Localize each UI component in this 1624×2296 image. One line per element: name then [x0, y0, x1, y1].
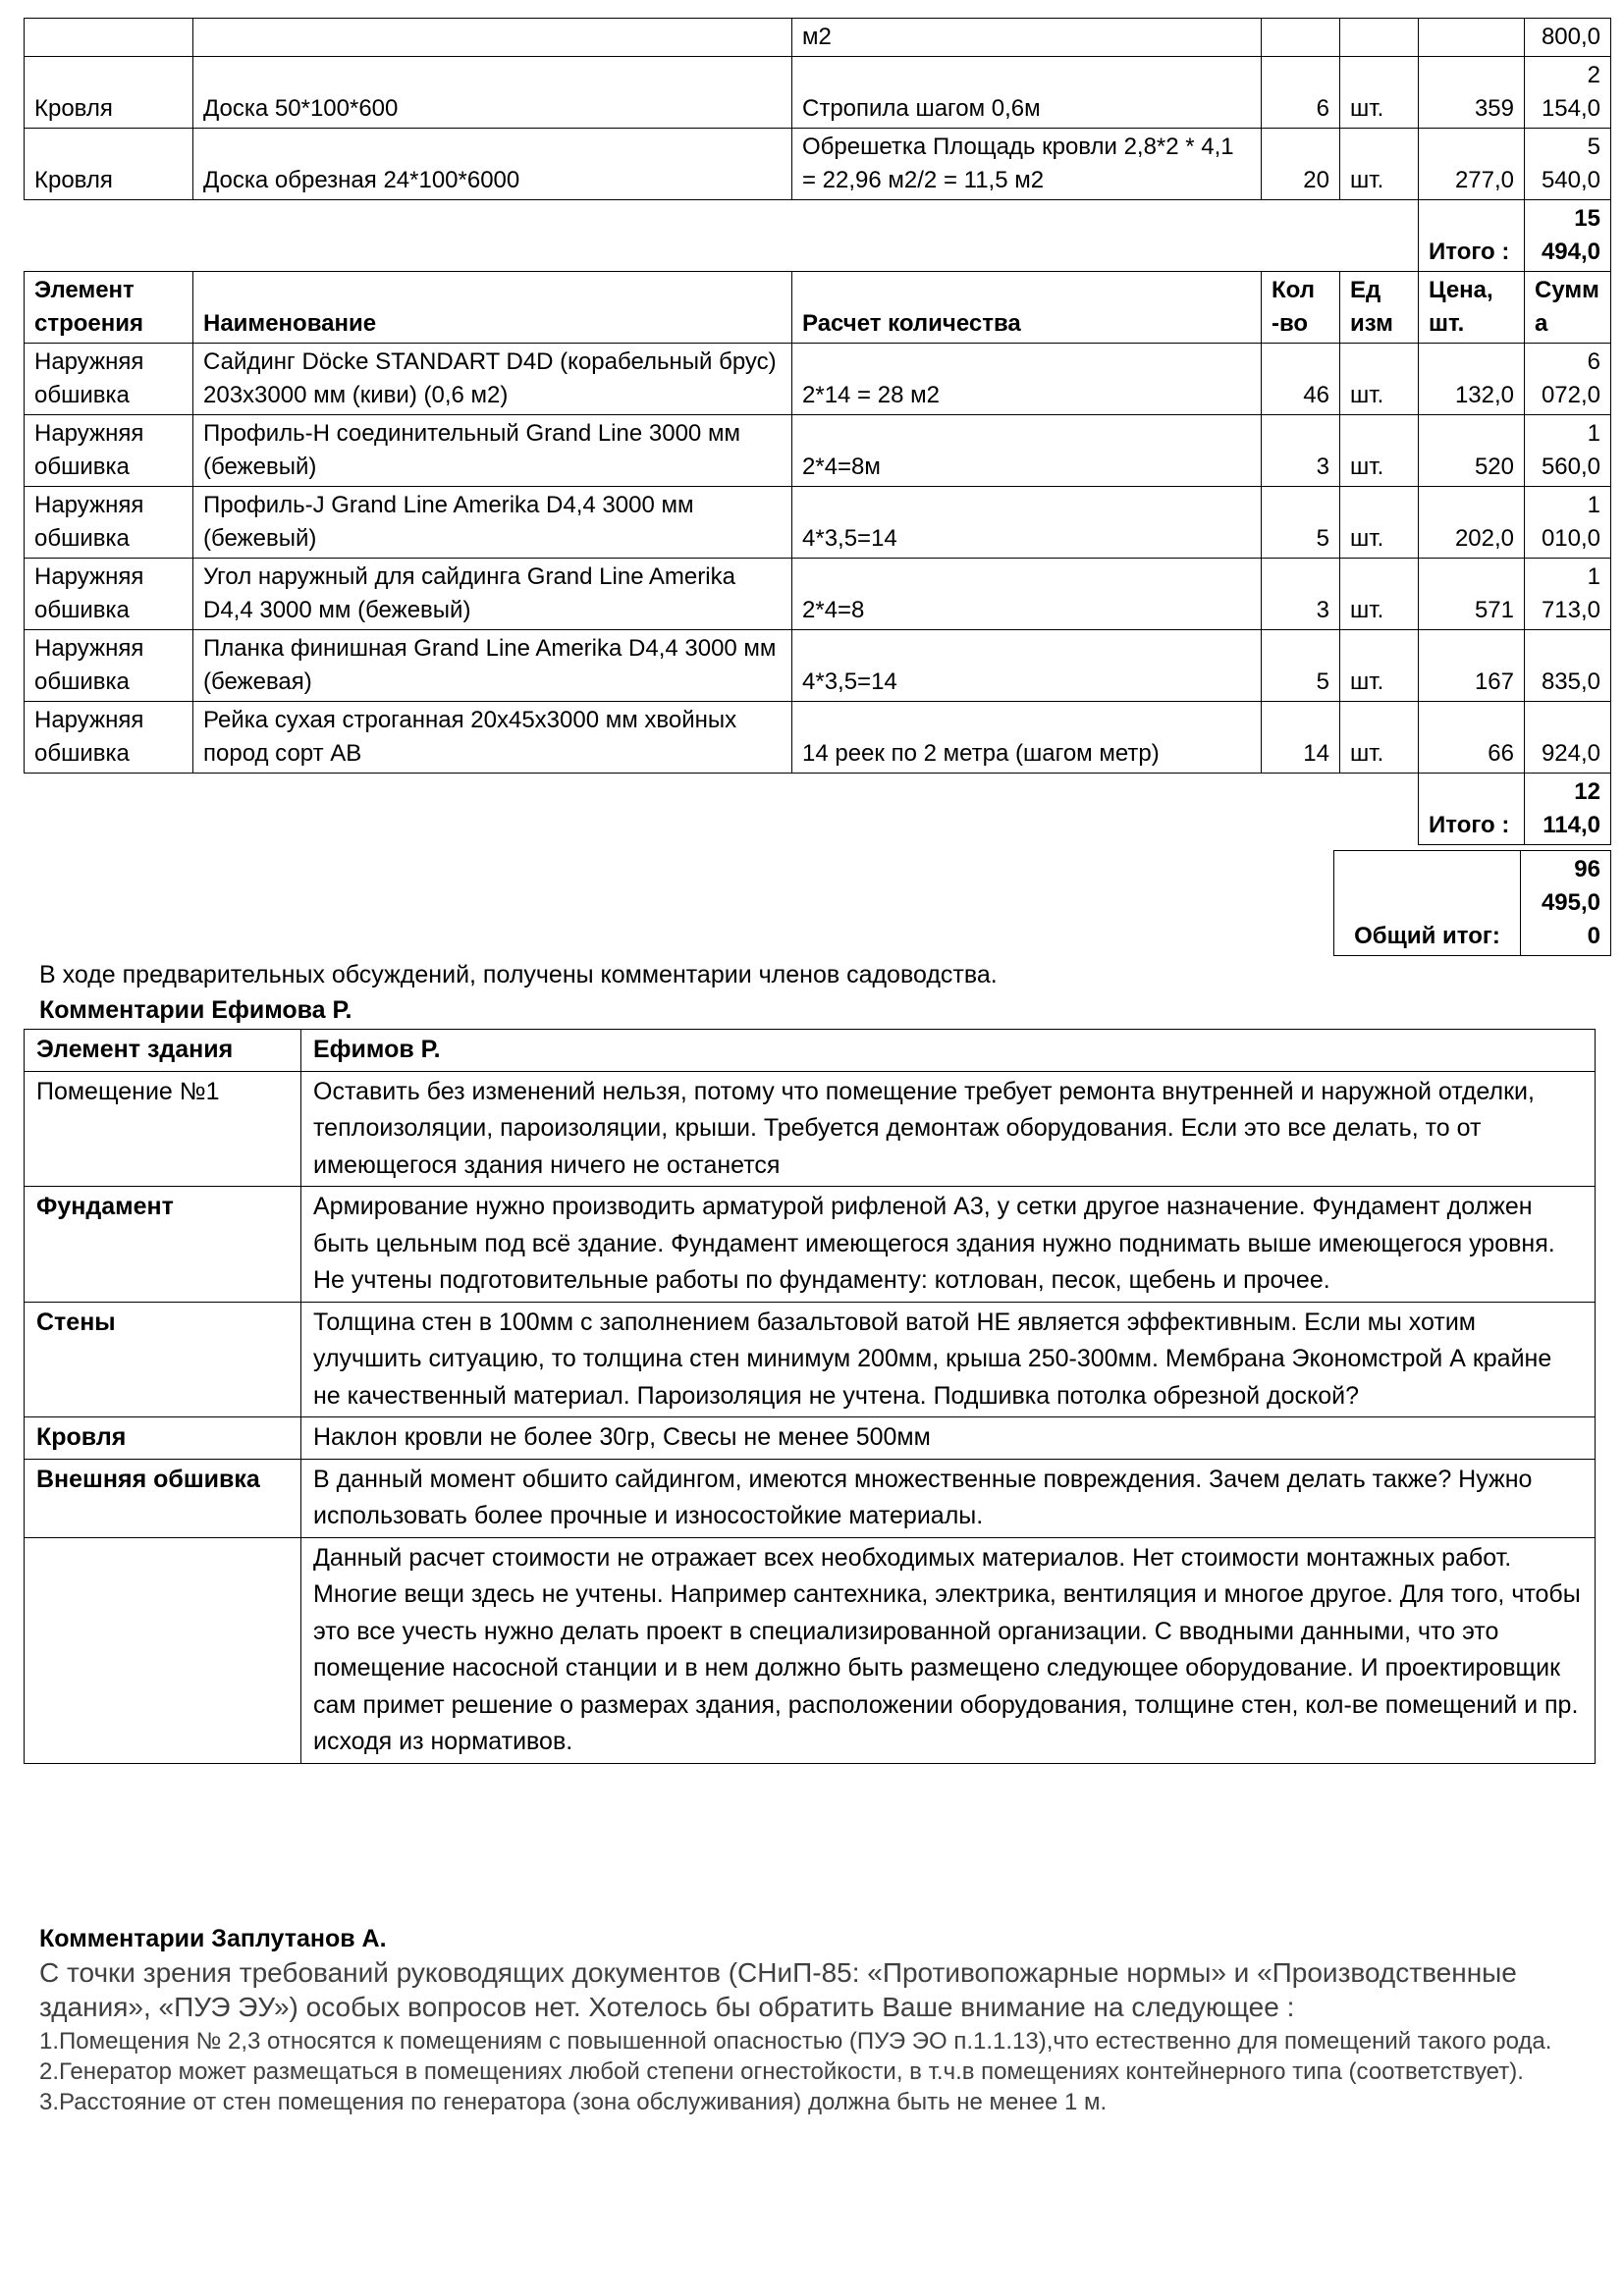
subtotal-value: 12 114,0: [1525, 774, 1611, 845]
cell-element: Наружняя обшивка: [25, 487, 193, 559]
comments-header-row: [25, 1030, 1596, 1072]
cell-name: [193, 19, 792, 57]
table-row: [25, 344, 1611, 415]
cell-unit: [1340, 19, 1419, 57]
cell-unit: шт.: [1340, 702, 1419, 774]
comment-element: Кровля: [25, 1417, 301, 1460]
cell-price: 202,0: [1419, 487, 1525, 559]
cell-name: Профиль-J Grand Line Amerika D4,4 3000 мм (бежевый): [193, 487, 792, 559]
cell-sum: 800,0: [1525, 19, 1611, 57]
subtotal-label: Итого :: [1419, 200, 1525, 272]
comment-row: [25, 1417, 1596, 1460]
cell-qty: 6: [1262, 57, 1340, 129]
table-row: [25, 630, 1611, 702]
cell-element: Наружняя обшивка: [25, 344, 193, 415]
cell-calc: 4*3,5=14: [792, 630, 1262, 702]
table-row: [25, 702, 1611, 774]
col-author-header: Ефимов Р.: [301, 1030, 1596, 1072]
comment-row: [25, 1302, 1596, 1417]
zaplutanov-lead: С точки зрения требований руководящих документов (СНиП-85: «Противопожарные нормы» и «Производственные здания», «ПУЭ ЭУ») особых вопросов нет. Хотелось бы обратить Ваше внимание на следующее :: [39, 1957, 1517, 2022]
cell-name: Планка финишная Grand Line Amerika D4,4 3000 мм (бежевая): [193, 630, 792, 702]
comment-row: [25, 1187, 1596, 1303]
header-qty: Кол -во: [1262, 272, 1340, 344]
table-row: [25, 19, 1611, 57]
cell-unit: шт.: [1340, 630, 1419, 702]
zaplutanov-body: [39, 1955, 1591, 2117]
cell-sum: 1 713,0: [1525, 559, 1611, 630]
cell-element: Наружняя обшивка: [25, 630, 193, 702]
cell-sum: 1 560,0: [1525, 415, 1611, 487]
comment-text: Армирование нужно производить арматурой рифленой А3, у сетки другое назначение. Фундамент должен быть цельным под всё здание. Фундамент имеющегося здания нужно поднимать выше имеющегося уровня. Не учтены подготовительные работы по фундаменту: котлован, песок, щебень и прочее.: [301, 1187, 1596, 1303]
cell-qty: [1262, 19, 1340, 57]
comment-element: Помещение №1: [25, 1071, 301, 1187]
cell-unit: шт.: [1340, 415, 1419, 487]
cell-element: Кровля: [25, 57, 193, 129]
cell-element: Наружняя обшивка: [25, 559, 193, 630]
col-element-header: Элемент здания: [25, 1030, 301, 1072]
cell-calc: 4*3,5=14: [792, 487, 1262, 559]
cell-calc: м2: [792, 19, 1262, 57]
grand-total-label: Общий итог:: [1334, 851, 1521, 956]
header-name: Наименование: [193, 272, 792, 344]
grand-total-table: [1333, 850, 1611, 956]
cell-unit: шт.: [1340, 129, 1419, 200]
cell-price: 167: [1419, 630, 1525, 702]
cell-qty: 3: [1262, 415, 1340, 487]
cell-calc: Стропила шагом 0,6м: [792, 57, 1262, 129]
cell-element: [25, 19, 193, 57]
cell-calc: 2*4=8: [792, 559, 1262, 630]
cell-price: 132,0: [1419, 344, 1525, 415]
cell-unit: шт.: [1340, 487, 1419, 559]
cell-unit: шт.: [1340, 57, 1419, 129]
cell-element: Кровля: [25, 129, 193, 200]
comment-element: Внешняя обшивка: [25, 1459, 301, 1537]
cell-name: Рейка сухая строганная 20х45х3000 мм хвойных пород сорт АВ: [193, 702, 792, 774]
header-element: Элемент строения: [25, 272, 193, 344]
header-unit: Ед изм: [1340, 272, 1419, 344]
table-row: [25, 129, 1611, 200]
cell-calc: 2*14 = 28 м2: [792, 344, 1262, 415]
zaplutanov-items: [39, 2026, 1591, 2117]
cell-element: Наружняя обшивка: [25, 415, 193, 487]
cell-price: 66: [1419, 702, 1525, 774]
zaplutanov-heading: Комментарии Заплутанов А.: [39, 1925, 387, 1952]
cell-price: [1419, 19, 1525, 57]
cell-price: 520: [1419, 415, 1525, 487]
comments-body: [25, 1071, 1596, 1763]
table-row: [25, 415, 1611, 487]
header-sum: Сумм а: [1525, 272, 1611, 344]
cell-qty: 5: [1262, 487, 1340, 559]
cell-name: Доска 50*100*600: [193, 57, 792, 129]
grand-total-value: 96 495,0 0: [1521, 851, 1611, 956]
cell-sum: 5 540,0: [1525, 129, 1611, 200]
cell-calc: Обрешетка Площадь кровли 2,8*2 * 4,1 = 22,96 м2/2 = 11,5 м2: [792, 129, 1262, 200]
comment-element: Фундамент: [25, 1187, 301, 1303]
cell-element: Наружняя обшивка: [25, 702, 193, 774]
cell-calc: 2*4=8м: [792, 415, 1262, 487]
table-row: [25, 487, 1611, 559]
cell-qty: 5: [1262, 630, 1340, 702]
zaplutanov-item: 1.Помещения № 2,3 относятся к помещениям с повышенной опасностью (ПУЭ ЭО п.1.1.13),что естественно для помещений такого рода.: [39, 2028, 1552, 2055]
subtotal-label: Итого :: [1419, 774, 1525, 845]
cell-name: Доска обрезная 24*100*6000: [193, 129, 792, 200]
estimate-top-rows: [25, 19, 1611, 200]
comment-element: [25, 1537, 301, 1763]
header-calc: Расчет количества: [792, 272, 1262, 344]
header-price: Цена, шт.: [1419, 272, 1525, 344]
subtotal-value: 15 494,0: [1525, 200, 1611, 272]
cell-name: Сайдинг Döcke STANDART D4D (корабельный брус) 203x3000 мм (киви) (0,6 м2): [193, 344, 792, 415]
table-row: [25, 559, 1611, 630]
cell-qty: 46: [1262, 344, 1340, 415]
cell-sum: 2 154,0: [1525, 57, 1611, 129]
subtotal-row: [25, 200, 1611, 272]
cell-price: 571: [1419, 559, 1525, 630]
cell-name: Угол наружный для сайдинга Grand Line Amerika D4,4 3000 мм (бежевый): [193, 559, 792, 630]
table-header-row: [25, 272, 1611, 344]
estimate-cladding-rows: [25, 344, 1611, 774]
efimov-heading: Комментарии Ефимова Р.: [39, 996, 352, 1024]
zaplutanov-item: 2.Генератор может размещаться в помещениях любой степени огнестойкости, в т.ч.в помещениях контейнерного типа (соответствует).: [39, 2058, 1524, 2085]
comment-row: [25, 1537, 1596, 1763]
cell-qty: 3: [1262, 559, 1340, 630]
cell-sum: 1 010,0: [1525, 487, 1611, 559]
cell-sum: 924,0: [1525, 702, 1611, 774]
comment-row: [25, 1071, 1596, 1187]
cell-calc: 14 реек по 2 метра (шагом метр): [792, 702, 1262, 774]
cell-sum: 835,0: [1525, 630, 1611, 702]
cell-qty: 20: [1262, 129, 1340, 200]
comment-text: Толщина стен в 100мм с заполнением базальтовой ватой НЕ является эффективным. Если мы хотим улучшить ситуацию, то толщина стен минимум 200мм, крыша 250-300мм. Мембрана Экономстрой А крайне не качественный материал. Пароизоляция не учтена. Подшивка потолка обрезной доской?: [301, 1302, 1596, 1417]
comment-row: [25, 1459, 1596, 1537]
table-row: [25, 57, 1611, 129]
cell-unit: шт.: [1340, 344, 1419, 415]
comment-text: Данный расчет стоимости не отражает всех необходимых материалов. Нет стоимости монтажных работ. Многие вещи здесь не учтены. Например сантехника, электрика, вентиляция и многое другое. Для того, чтобы это все учесть нужно делать проект в специализированной организации. С вводными данными, что это помещение насосной станции и в нем должно быть размещено следующее оборудование. И проектировщик сам примет решение о размерах здания, расположении оборудования, толщине стен, кол-ве помещений и пр. исходя из нормативов.: [301, 1537, 1596, 1763]
cell-unit: шт.: [1340, 559, 1419, 630]
cell-price: 359: [1419, 57, 1525, 129]
efimov-comments-table: [24, 1029, 1596, 1764]
subtotal-row: [25, 774, 1611, 845]
cell-sum: 6 072,0: [1525, 344, 1611, 415]
comment-text: Наклон кровли не более 30гр, Свесы не менее 500мм: [301, 1417, 1596, 1460]
comment-text: В данный момент обшито сайдингом, имеются множественные повреждения. Зачем делать также? Нужно использовать более прочные и износостойкие материалы.: [301, 1459, 1596, 1537]
estimate-table: [24, 18, 1611, 845]
cell-name: Профиль-H соединительный Grand Line 3000 мм (бежевый): [193, 415, 792, 487]
cell-qty: 14: [1262, 702, 1340, 774]
comment-element: Стены: [25, 1302, 301, 1417]
zaplutanov-item: 3.Расстояние от стен помещения по генератора (зона обслуживания) должна быть не менее 1 м.: [39, 2089, 1108, 2115]
cell-price: 277,0: [1419, 129, 1525, 200]
intro-text: В ходе предварительных обсуждений, получены комментарии членов садоводства.: [39, 961, 998, 988]
comment-text: Оставить без изменений нельзя, потому что помещение требует ремонта внутренней и наружной отделки, теплоизоляции, пароизоляции, крыши. Требуется демонтаж оборудования. Если это все делать, то от имеющегося здания ничего не останется: [301, 1071, 1596, 1187]
